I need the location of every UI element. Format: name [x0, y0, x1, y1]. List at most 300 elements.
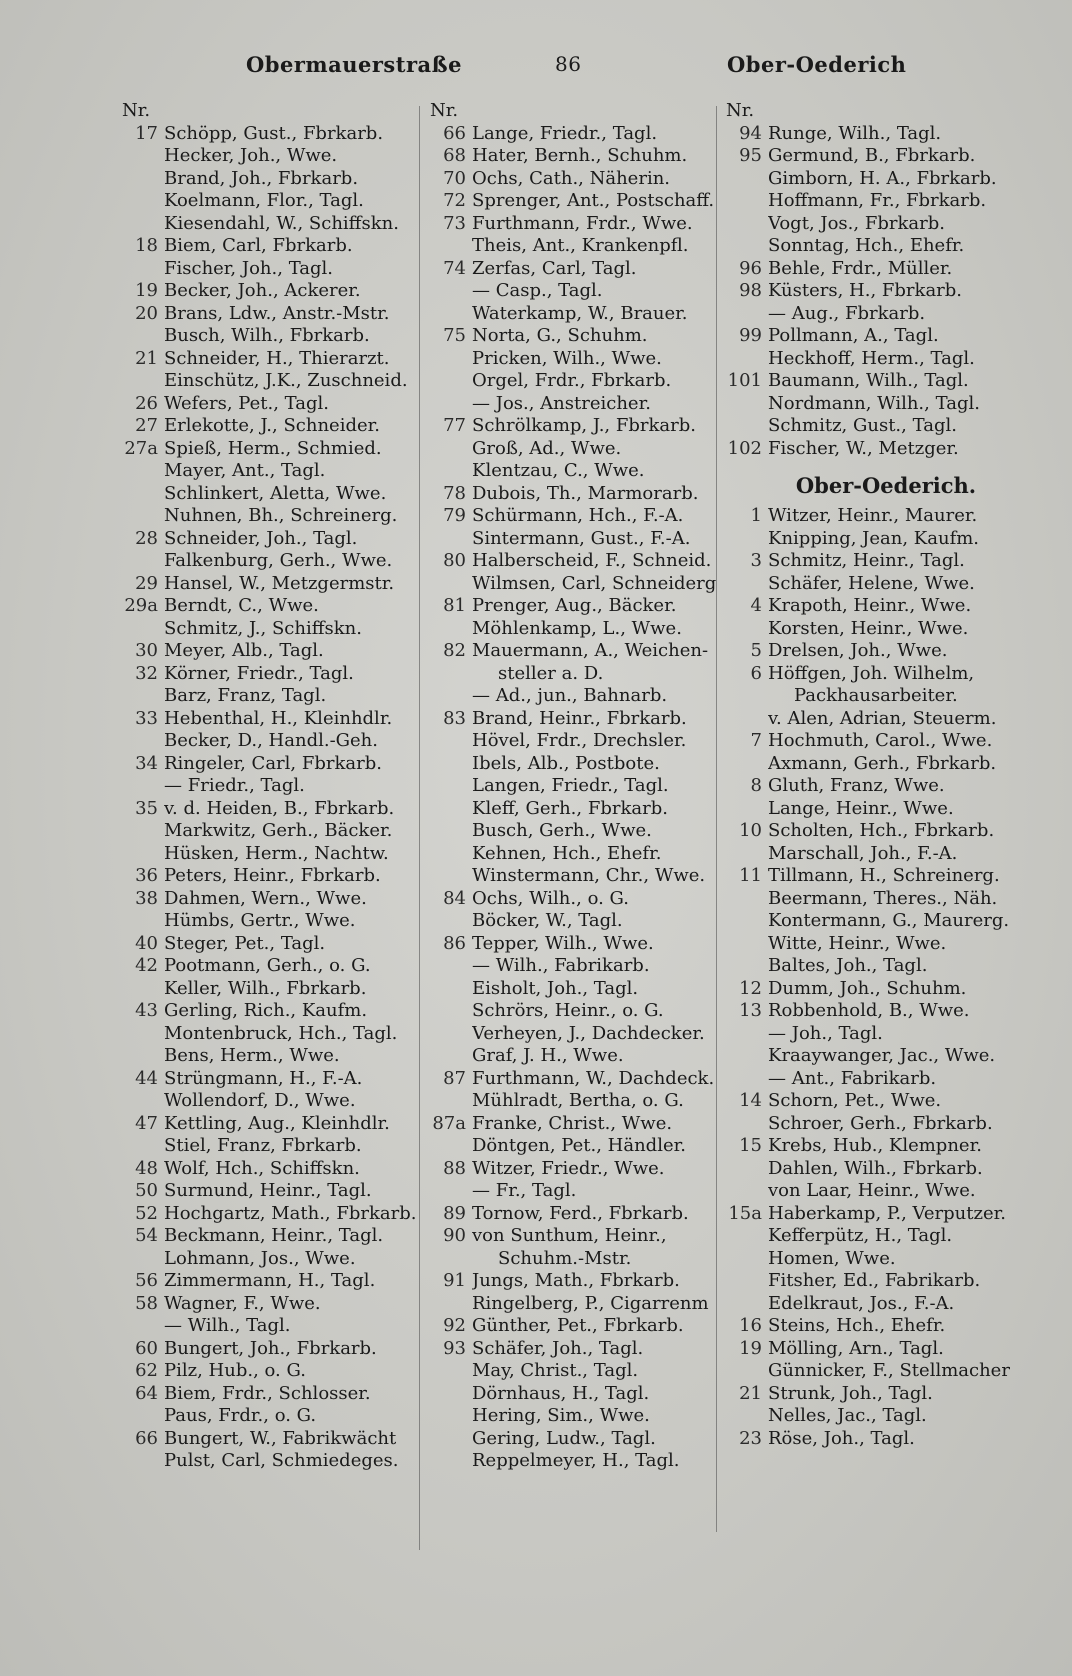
resident-entry: Wolf, Hch., Schiffskn. [164, 1157, 360, 1179]
directory-entry [122, 1315, 418, 1338]
directory-entry [726, 325, 1026, 348]
directory-entry [726, 1315, 1026, 1338]
resident-entry: Paus, Frdr., o. G. [164, 1405, 317, 1426]
house-number [430, 910, 472, 933]
house-number [430, 1383, 472, 1406]
resident-entry: Einschütz, J.K., Zuschneid. [164, 370, 408, 391]
house-number: 15a [728, 1202, 762, 1224]
resident-entry: Kraaywanger, Jac., Wwe. [768, 1045, 996, 1066]
directory-entry [430, 618, 720, 641]
house-number [726, 528, 768, 551]
house-number [430, 1180, 472, 1203]
house-number [122, 483, 164, 506]
house-number [430, 663, 472, 686]
directory-entry [726, 730, 1026, 753]
resident-entry: — Friedr., Tagl. [164, 775, 305, 796]
house-number [430, 775, 472, 798]
resident-entry: — Wilh., Fabrikarb. [472, 955, 650, 976]
resident-entry: Ochs, Cath., Näherin. [472, 167, 671, 189]
resident-entry: Wefers, Pet., Tagl. [164, 392, 329, 414]
resident-entry: Pootmann, Gerh., o. G. [164, 955, 371, 976]
house-number [430, 1428, 472, 1451]
house-number: 47 [135, 1112, 158, 1134]
directory-entry [430, 708, 720, 731]
house-number [122, 820, 164, 843]
directory-entry [726, 933, 1026, 956]
house-number: 34 [135, 752, 158, 774]
house-number: 17 [135, 122, 158, 144]
resident-entry: Homen, Wwe. [768, 1247, 896, 1269]
resident-entry: Norta, G., Schuhm. [472, 325, 648, 346]
resident-entry: Peters, Heinr., Fbrkarb. [164, 865, 381, 886]
house-number [122, 978, 164, 1001]
house-number [726, 1180, 768, 1203]
resident-entry: Kiesendahl, W., Schiffskn. [164, 212, 399, 234]
directory-entry [430, 505, 720, 528]
resident-entry: Barz, Franz, Tagl. [164, 685, 327, 706]
resident-entry: Nordmann, Wilh., Tagl. [768, 392, 980, 414]
directory-entry [726, 1023, 1026, 1046]
house-number: 23 [739, 1427, 762, 1449]
resident-entry: Witte, Heinr., Wwe. [768, 932, 947, 954]
directory-entry [122, 258, 418, 281]
directory-entry [726, 145, 1026, 168]
house-number [430, 685, 472, 708]
house-number: 94 [739, 122, 762, 144]
house-number: 3 [750, 550, 762, 571]
house-number [122, 730, 164, 753]
house-number: 93 [443, 1337, 466, 1359]
resident-entry: Hochmuth, Carol., Wwe. [768, 730, 993, 751]
header-right-street: Ober-Oederich [727, 52, 907, 77]
resident-entry: Drelsen, Joh., Wwe. [768, 640, 948, 661]
house-number: 26 [135, 392, 158, 414]
directory-entry [726, 1045, 1026, 1068]
house-number [726, 1225, 768, 1248]
directory-entry [430, 235, 720, 258]
resident-entry: Franke, Christ., Wwe. [472, 1112, 673, 1134]
house-number: 96 [739, 257, 762, 279]
directory-entry [122, 730, 418, 753]
resident-entry: Krebs, Hub., Klempner. [768, 1135, 982, 1156]
resident-entry: Schroer, Gerh., Fbrkarb. [768, 1112, 993, 1134]
house-number: 84 [443, 887, 466, 909]
house-number [122, 1248, 164, 1271]
house-number [726, 415, 768, 438]
directory-entry [726, 663, 1026, 686]
resident-entry: Dahmen, Wern., Wwe. [164, 887, 367, 909]
house-number: 56 [135, 1270, 158, 1291]
resident-entry: Pulst, Carl, Schmiedeges. [164, 1450, 399, 1471]
directory-entry [726, 1068, 1026, 1091]
house-number [726, 168, 768, 191]
house-number: 10 [739, 820, 762, 841]
house-number [430, 1135, 472, 1158]
directory-entry [430, 393, 720, 416]
house-number: 78 [443, 482, 466, 504]
resident-entry: Keller, Wilh., Fbrkarb. [164, 977, 367, 999]
resident-entry: v. Alen, Adrian, Steuerm. [768, 707, 997, 729]
house-number: 70 [443, 167, 466, 189]
directory-entry [726, 235, 1026, 258]
directory-entry [726, 505, 1026, 528]
house-number: 62 [135, 1360, 158, 1381]
resident-entry: Kehnen, Hch., Ehefr. [472, 842, 662, 864]
house-number [726, 1068, 768, 1091]
directory-entry [726, 910, 1026, 933]
directory-entry [430, 640, 720, 663]
directory-entry [122, 1135, 418, 1158]
house-number: 14 [739, 1090, 762, 1111]
directory-entry [122, 888, 418, 911]
resident-entry: Schmitz, J., Schiffskn. [164, 617, 362, 639]
resident-entry: Dumm, Joh., Schuhm. [768, 977, 967, 999]
resident-entry: Lohmann, Jos., Wwe. [164, 1247, 356, 1269]
directory-entry [726, 1158, 1026, 1181]
house-number: 44 [135, 1067, 158, 1089]
house-number: 101 [727, 370, 762, 391]
directory-entry [122, 910, 418, 933]
house-number: 11 [739, 865, 762, 886]
directory-entry [122, 933, 418, 956]
resident-entry: — Aug., Fbrkarb. [768, 302, 926, 324]
house-number [122, 1045, 164, 1068]
house-number [726, 955, 768, 978]
directory-entry [122, 1000, 418, 1023]
resident-entry: Kleff, Gerh., Fbrkarb. [472, 797, 668, 819]
house-number: 18 [135, 235, 158, 256]
house-number [430, 460, 472, 483]
resident-entry: Hümbs, Gertr., Wwe. [164, 910, 356, 931]
house-number: 32 [135, 662, 158, 684]
directory-entry [430, 798, 720, 821]
house-number: 38 [135, 887, 158, 909]
directory-entry [122, 415, 418, 438]
directory-entry [726, 865, 1026, 888]
resident-entry: Ochs, Wilh., o. G. [472, 887, 629, 909]
resident-entry: Meyer, Alb., Tagl. [164, 640, 324, 661]
house-number [430, 820, 472, 843]
resident-entry: — Fr., Tagl. [472, 1180, 577, 1201]
resident-entry: Baumann, Wilh., Tagl. [768, 370, 969, 391]
directory-entry [430, 1338, 720, 1361]
directory-entry [122, 370, 418, 393]
house-number: 16 [739, 1315, 762, 1336]
resident-entry: Klentzau, C., Wwe. [472, 460, 645, 481]
resident-entry: Markwitz, Gerh., Bäcker. [164, 820, 393, 841]
resident-entry: Langen, Friedr., Tagl. [472, 775, 669, 796]
house-number [726, 1270, 768, 1293]
directory-entry [726, 528, 1026, 551]
resident-entry: Spieß, Herm., Schmied. [164, 437, 382, 459]
column-1 [122, 100, 418, 1473]
resident-entry: Fischer, W., Metzger. [768, 437, 959, 459]
resident-entry: Gering, Ludw., Tagl. [472, 1427, 656, 1449]
resident-entry: Gerling, Rich., Kaufm. [164, 1000, 368, 1021]
house-number: 12 [739, 977, 762, 999]
house-number [430, 573, 472, 596]
house-number [122, 910, 164, 933]
house-number [122, 145, 164, 168]
directory-entry [726, 978, 1026, 1001]
resident-entry: Axmann, Gerh., Fbrkarb. [768, 752, 997, 774]
house-number: 87 [443, 1067, 466, 1089]
directory-entry [726, 258, 1026, 281]
directory-entry [726, 1225, 1026, 1248]
resident-entry: Gimborn, H. A., Fbrkarb. [768, 167, 997, 189]
resident-entry: Wagner, F., Wwe. [164, 1292, 321, 1314]
resident-entry: Orgel, Frdr., Fbrkarb. [472, 370, 672, 391]
directory-entry [430, 213, 720, 236]
house-number [430, 843, 472, 866]
house-number: 73 [443, 212, 466, 234]
resident-entry: Kettling, Aug., Kleinhdlr. [164, 1112, 390, 1134]
directory-entry [430, 1428, 720, 1451]
nr-column-label: Nr. [430, 100, 459, 121]
directory-entry [726, 123, 1026, 146]
directory-entry [122, 1068, 418, 1091]
resident-entry: Hebenthal, H., Kleinhdlr. [164, 707, 393, 729]
directory-entry [122, 1383, 418, 1406]
resident-entry: Theis, Ant., Krankenpfl. [472, 235, 689, 256]
resident-entry: Bens, Herm., Wwe. [164, 1045, 340, 1066]
house-number: 50 [135, 1180, 158, 1201]
resident-entry: Nelles, Jac., Tagl. [768, 1405, 927, 1426]
house-number [726, 393, 768, 416]
house-number: 90 [443, 1225, 466, 1246]
resident-entry: Schürmann, Hch., F.-A. [472, 505, 684, 526]
house-number [122, 1405, 164, 1428]
directory-entry [122, 865, 418, 888]
house-number [122, 1135, 164, 1158]
resident-entry: Biem, Frdr., Schlosser. [164, 1382, 371, 1404]
directory-entry [726, 213, 1026, 236]
directory-entry [122, 1248, 418, 1271]
resident-entry: Steger, Pet., Tagl. [164, 932, 326, 954]
house-number [122, 258, 164, 281]
directory-entry [430, 528, 720, 551]
resident-entry: Ringelberg, P., Cigarrenm [472, 1292, 709, 1314]
resident-entry: — Ant., Fabrikarb. [768, 1067, 937, 1089]
resident-entry: Eisholt, Joh., Tagl. [472, 977, 639, 999]
resident-entry: Mayer, Ant., Tagl. [164, 460, 326, 481]
house-number [430, 1450, 472, 1473]
resident-entry: Schorn, Pet., Wwe. [768, 1090, 942, 1111]
resident-entry: Tepper, Wilh., Wwe. [472, 932, 654, 954]
house-number: 19 [135, 280, 158, 301]
directory-entry [430, 685, 720, 708]
house-number [726, 888, 768, 911]
house-number: 89 [443, 1202, 466, 1224]
house-number [122, 505, 164, 528]
house-number: 35 [135, 797, 158, 819]
resident-entry: Günnicker, F., Stellmacher [768, 1360, 1010, 1381]
house-number: 99 [739, 325, 762, 346]
directory-entry [726, 685, 1026, 708]
house-number [726, 798, 768, 821]
directory-entry [122, 595, 418, 618]
house-number: 75 [443, 325, 466, 346]
directory-entry [726, 1090, 1026, 1113]
house-number [430, 1045, 472, 1068]
directory-entry [430, 1045, 720, 1068]
house-number [430, 393, 472, 416]
house-number: 91 [443, 1270, 466, 1291]
house-number: 27a [124, 437, 158, 459]
directory-entry [122, 1045, 418, 1068]
house-number [122, 325, 164, 348]
resident-entry: Sonntag, Hch., Ehefr. [768, 235, 965, 256]
house-number: 83 [443, 707, 466, 729]
column-2 [430, 100, 720, 1473]
directory-entry [430, 415, 720, 438]
resident-entry: Günther, Pet., Fbrkarb. [472, 1315, 684, 1336]
resident-entry: Pilz, Hub., o. G. [164, 1360, 306, 1381]
house-number [726, 843, 768, 866]
house-number: 64 [135, 1382, 158, 1404]
house-number [726, 235, 768, 258]
directory-entry [726, 393, 1026, 416]
directory-entry [122, 145, 418, 168]
house-number [430, 438, 472, 461]
resident-entry: Lange, Friedr., Tagl. [472, 122, 658, 144]
directory-entry [430, 280, 720, 303]
directory-entry [430, 978, 720, 1001]
directory-entry [726, 820, 1026, 843]
directory-entry [122, 325, 418, 348]
resident-entry: Becker, D., Handl.-Geh. [164, 730, 378, 751]
resident-entry: Hering, Sim., Wwe. [472, 1405, 650, 1426]
resident-entry: Koelmann, Flor., Tagl. [164, 190, 364, 211]
house-number: 58 [135, 1292, 158, 1314]
house-number: 81 [443, 595, 466, 616]
directory-entry [726, 190, 1026, 213]
directory-entry [122, 460, 418, 483]
directory-entry [726, 955, 1026, 978]
directory-entry [430, 1225, 720, 1248]
resident-entry: Groß, Ad., Wwe. [472, 437, 622, 459]
resident-entry: Halberscheid, F., Schneid. [472, 550, 712, 571]
house-number [430, 955, 472, 978]
directory-entry [122, 303, 418, 326]
directory-entry [430, 550, 720, 573]
house-number: 52 [135, 1202, 158, 1224]
directory-entry [726, 775, 1026, 798]
directory-entry [122, 1023, 418, 1046]
house-number [122, 213, 164, 236]
directory-entry [726, 303, 1026, 326]
directory-entry [430, 303, 720, 326]
house-number [122, 685, 164, 708]
resident-entry: Küsters, H., Fbrkarb. [768, 280, 963, 301]
resident-entry: Schäfer, Helene, Wwe. [768, 572, 975, 594]
directory-entry [726, 1428, 1026, 1451]
directory-entry [122, 280, 418, 303]
directory-entry [122, 1360, 418, 1383]
directory-entry [122, 775, 418, 798]
house-number: 7 [750, 730, 762, 751]
directory-entry [430, 190, 720, 213]
resident-entry: Böcker, W., Tagl. [472, 910, 623, 931]
directory-entry [430, 145, 720, 168]
directory-entry [430, 370, 720, 393]
column-3 [726, 100, 1026, 1450]
directory-entry [122, 550, 418, 573]
house-number: 68 [443, 145, 466, 166]
resident-entry: Vogt, Jos., Fbrkarb. [768, 212, 945, 234]
house-number [122, 618, 164, 641]
house-number [726, 1248, 768, 1271]
house-number [430, 1293, 472, 1316]
directory-entry [430, 753, 720, 776]
house-number: 98 [739, 280, 762, 301]
resident-entry: Beermann, Theres., Näh. [768, 887, 998, 909]
house-number [430, 1000, 472, 1023]
directory-entry [726, 1338, 1026, 1361]
resident-entry: Jungs, Math., Fbrkarb. [472, 1270, 680, 1291]
house-number [726, 1045, 768, 1068]
directory-entry [726, 1270, 1026, 1293]
house-number: 33 [135, 707, 158, 729]
directory-entry [122, 168, 418, 191]
house-number [430, 528, 472, 551]
directory-entry [726, 1248, 1026, 1271]
resident-entry: Hansel, W., Metzgermstr. [164, 572, 395, 594]
resident-entry: Behle, Frdr., Müller. [768, 257, 953, 279]
resident-entry: — Joh., Tagl. [768, 1022, 883, 1044]
house-number: 29a [124, 595, 158, 616]
house-number: 66 [135, 1427, 158, 1449]
header-left-street: Obermauerstraße [246, 52, 462, 77]
directory-entry [726, 843, 1026, 866]
directory-entry [122, 1113, 418, 1136]
resident-entry: Witzer, Friedr., Wwe. [472, 1157, 665, 1179]
resident-entry: Schmitz, Heinr., Tagl. [768, 550, 965, 571]
directory-entry [430, 730, 720, 753]
resident-entry: Schrörs, Heinr., o. G. [472, 1000, 664, 1021]
resident-entry: — Jos., Anstreicher. [472, 392, 651, 414]
resident-entry: steller a. D. [498, 662, 604, 684]
house-number [430, 1405, 472, 1428]
resident-entry: Schmitz, Gust., Tagl. [768, 415, 957, 436]
house-number: 4 [750, 595, 762, 616]
resident-entry: Ringeler, Carl, Fbrkarb. [164, 752, 382, 774]
directory-entry [122, 1450, 418, 1473]
directory-entry [726, 168, 1026, 191]
resident-entry: Berndt, C., Wwe. [164, 595, 319, 616]
resident-entry: Stiel, Franz, Fbrkarb. [164, 1135, 362, 1156]
resident-entry: Hecker, Joh., Wwe. [164, 145, 338, 166]
resident-entry: Sintermann, Gust., F.-A. [472, 527, 691, 549]
directory-entry [430, 348, 720, 371]
resident-entry: Schneider, Joh., Tagl. [164, 527, 358, 549]
directory-entry [726, 1383, 1026, 1406]
directory-entry [726, 708, 1026, 731]
house-number [430, 978, 472, 1001]
house-number [726, 1405, 768, 1428]
resident-entry: Furthmann, W., Dachdeck. [472, 1067, 715, 1089]
resident-entry: Gluth, Franz, Wwe. [768, 775, 945, 796]
resident-entry: Fischer, Joh., Tagl. [164, 257, 334, 279]
house-number [122, 775, 164, 798]
house-number [726, 190, 768, 213]
resident-entry: — Ad., jun., Bahnarb. [472, 685, 668, 706]
house-number: 92 [443, 1315, 466, 1336]
directory-entry [726, 280, 1026, 303]
resident-entry: Falkenburg, Gerh., Wwe. [164, 550, 393, 571]
house-number: 30 [135, 640, 158, 661]
directory-entry [122, 685, 418, 708]
